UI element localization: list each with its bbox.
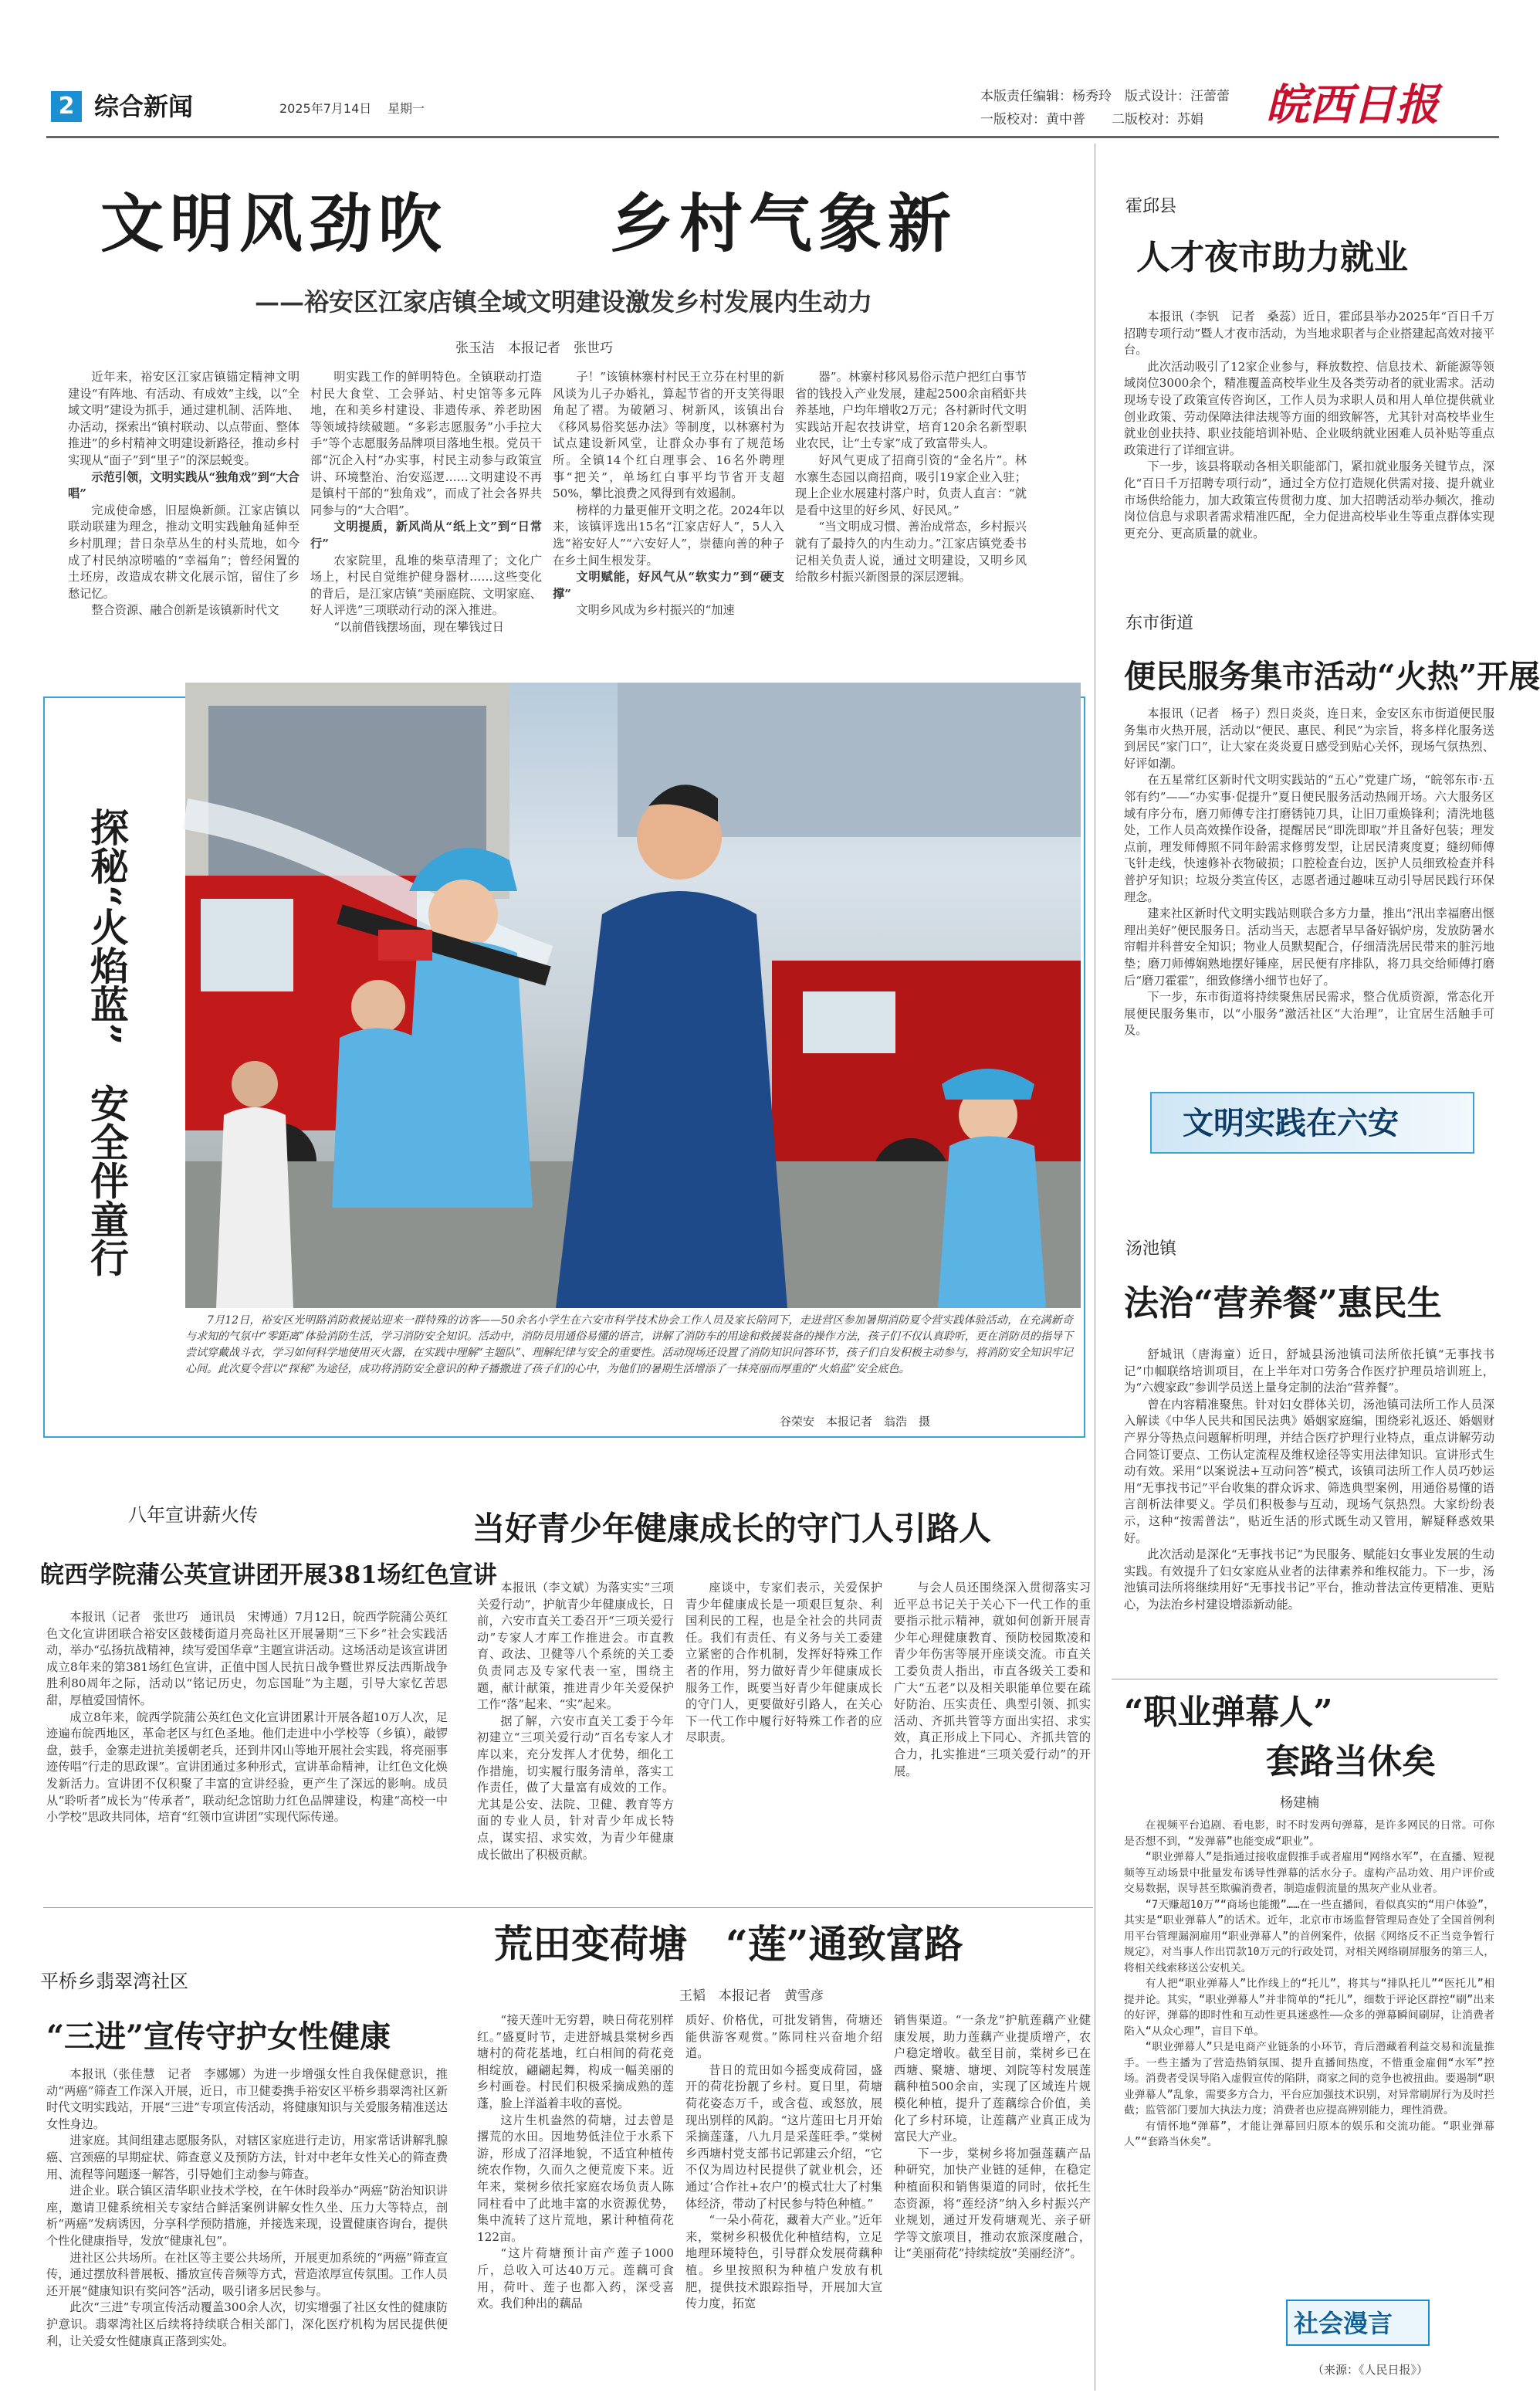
- paper-name-logo: 皖西日报: [1266, 80, 1439, 130]
- s4-title-b: 套路当休矣: [1266, 1742, 1436, 1781]
- s4-title-a: “职业弹幕人”: [1124, 1693, 1333, 1732]
- s3-kicker: 汤池镇: [1125, 1239, 1177, 1259]
- issue-date: 2025年7月14日: [279, 101, 372, 116]
- s4-source: （来源：《人民日报》）: [1312, 2363, 1429, 2377]
- lead-title-a: 文明风劲吹: [100, 187, 448, 261]
- s3-body: 舒城讯（唐海童）近日，舒城县汤池镇司法所依托镇“无事找书记”巾帼联络培训项目，在上半年对口劳务合作医疗护理员培训班上，为“六嫂家政”参训学员送上量身定制的法治“营养餐”。 曾在内容精准聚焦。针对妇女群体关切，汤池镇司法所工作人员深入解读《中华人民共和国民法典》婚姻家庭编，围绕彩礼返还、婚姻财产界分等热点问题解析明理，并结合医疗护理行业特点，重点讲解劳动合同签订要点、工伤认定流程及维权途径等实用法律知识。宣讲形式生动有效。采用“以案说法+互动问答”模式，该镇司法所工作人员巧妙运用“无事找书记”平台收集的群众诉求、筛选典型案例，用通俗易懂的语言剖析法律要义。学员们积极参与互动，现场气氛热烈。大家纷纷表示，这种“按需普法”，贴近生活的形式既生动又管用，解疑释惑效果好。 此次活动是深化“无事找书记”为民服务、赋能妇女事业发展的生动实践。有效提升了妇女家庭从业者的法律素养和维权能力。下一步，汤池镇司法所将继续用好“无事找书记”平台，推动普法宣传更精准、更贴心，为法治乡村建设增添新动能。: [1124, 1347, 1494, 1612]
- s6-col-1: 本报讯（李文斌）为落实实“三项关爱行动”，护航青少年健康成长，日前，六安市直关工委召开“三项关爱行动”专家人才库工作推进会。市直教育、政法、卫健等八个系统的关工委负责同志及专家代表一室，围绕主题，献计献策，推进青少年关爱保护工作“落”起来、“实”起来。 据了解，六安市直关工委于今年初建立“三项关爱行动”百名专家人才库以来，充分发挥人才优势，细化工作措施，切实履行服务清单，落实工作责任，做了大量富有成效的工作。尤其是公安、法院、卫健、教育等方面的专业人员，针对青少年成长特点，谋实招、求实效，为青少年健康成长做出了积极贡献。: [477, 1581, 674, 1862]
- s8-col-2: 质好、价格优，可批发销售，荷塘还能供游客观赏。”陈同柱兴奋地介绍道。 昔日的荒田如今摇变成荷园，盛开的荷花扮靓了乡村。夏日里，荷塘荷花姿态万千，或含苞、或怒放，展现出别样的风韵。“这片莲田七月开始采摘莲蓬，八九月是采莲旺季。”棠树乡西塘村党支部书记郭建云介绍，“它不仅为周边村民提供了就业机会，还通过‘合作社+农户’的模式壮大了村集体经济，带动了村民参与特色种植。” “一朵小荷花，藏着大产业。”近年来，棠树乡积极优化种植结构，立足地理环境特色，引导群众发展荷藕种植。乡里按照积为种植户发放有机肥，提供技术跟踪指导，开展加大宣传力度，拓宽: [685, 2013, 882, 2311]
- s5-kicker: 八年宣讲薪火传: [128, 1504, 258, 1526]
- s4-byline: 杨建楠: [1280, 1795, 1319, 1811]
- lead-col-4: 器”。林寨村移风易俗示范户把红白事节省的钱投入产业发展，建起2500余亩稻虾共养基地，户均年增收2万元；各村新时代文明实践站开起农技讲堂，培育120余名新型职业农民，让“土专家”成了致富带头人。 好风气更成了招商引资的“金名片”。林水寨生态园以商招商，吸引19家企业入驻；现上企业水展建村落户时，负责人直言：“就是看中这里的好乡风、好民风。” “当文明成习惯、善治成常态，乡村振兴就有了最持久的内生动力。”江家店镇党委书记相关负责人说，通过文明建设，又明乡风给散乡村振兴新图景的深层逻辑。: [795, 370, 1027, 585]
- s7-kicker: 平桥乡翡翠湾社区: [40, 1971, 188, 1992]
- cartoon-label-box: [1286, 2300, 1430, 2346]
- masthead-rule: [46, 136, 1499, 138]
- s6-title: 当好青少年健康成长的守门人引路人: [472, 1510, 992, 1547]
- lead-col-2: 明实践工作的鲜明特色。全镇联动打造村民大食堂、工会驿站、村史馆等多元阵地，在和美乡村建设、非遗传承、养老助困等领域持续破题。“多彩志愿服务”小手拉大手”等个志愿服务品牌项目落地生根。党员干部“沉企入村”办实事，村民主动参与政策宣讲、环境整治、治安巡逻……文明建设不再是镇村干部的“独角戏”，而成了社会各界共同参与的“大合唱”。 文明提质，新风尚从“纸上文”到“日常行” 农家院里，乱堆的柴草清理了；文化广场上，村民自觉维护健身器材……这些变化的背后，是江家店镇“美丽庭院、文明家庭、好人评选”三项联动行动的深入推进。 “以前借钱摆场面，现在攀钱过日: [310, 370, 542, 634]
- photo-story-vertical-title: 探秘“火焰蓝” 安全伴童行: [84, 808, 130, 1277]
- s1-body: 本报讯（李钒 记者 桑蕊）近日，霍邱县举办2025年“百日千万招聘专项行动”暨人才夜市活动，为当地求职者与企业搭建起高效对接平台。 此次活动吸引了12家企业参与，释放数控、信息技术、新能源等领域岗位3000余个，精准覆盖高校毕业生及各类劳动者的就业需求。活动现场专设了政策宣传咨询区，工作人员为求职人员和用人单位提供就业创业政策、劳动保障法律法规等方面的细致解答，尤其针对高校毕业生就业创业扶持、职业技能培训补贴、企业吸纳就业困难人员补贴等重点政策进行了详细宣讲。 下一步，该县将联动各相关职能部门，紧扣就业服务关键节点，深化“百日千万招聘专项行动”，通过全方位打造规化供需对接、提升就业市场供给能力，加大政策宣传贯彻力度、加大招聘活动举办频次，推动岗位信息与求职者需求精准匹配，全力促进高校毕业生等重点群体实现更充分、更高质量的就业。: [1124, 310, 1494, 541]
- s8-title: 荒田变荷塘 “莲”通致富路: [494, 1921, 963, 1967]
- s5-body: 本报讯（记者 张世巧 通讯员 宋博通）7月12日，皖西学院蒲公英红色文化宣讲团联合裕安区鼓楼街道月亮岛社区开展暑期“三下乡”社会实践活动，举办“弘扬抗战精神，续写爱国华章”主题宣讲活动。这场活动是该宣讲团成立8年来的第381场红色宣讲，正值中国人民抗日战争暨世界反法西斯战争胜利80周年之际，活动以“铭记历史，勿忘国耻”为主题，引导大家忆苦思甜，厚植爱国情怀。 成立8年来，皖西学院蒲公英红色文化宣讲团累计开展各超10万人次，足迹遍布皖西地区，革命老区与红色圣地。他们走进中小学校等（乡镇），敲锣盘，鼓手，金寨走进抗美援朝老兵，还到井冈山等地开展社会实践，将亮丽事迹传唱“行走的思政课”。宣讲团通过多种形式，宣讲革命精神，让红色文化焕发新活力。宣讲团不仅积聚了丰富的宣讲经验，更产生了深远的影响。成员从“聆听者”成长为“传承者”，联动纪念馆助力红色品牌建设，构建“高校一中小学校”思政共同体，培育“红领巾宣讲团”实现代际传递。: [46, 1610, 448, 1825]
- page-number-box: 2: [51, 91, 82, 122]
- photo-caption: 7月12日，裕安区光明路消防救援站迎来一群特殊的访客——50余名小学生在六安市科学技术协会工作人员及家长陪同下，走进营区参加暑期消防夏令营实践体验活动，在充满新奇与求知的气氛中“零距离”体验消防生活，学习消防安全知识。活动中，消防员用通俗易懂的语言，讲解了消防车的用途和救援装备的操作方法，孩子们不仅认真聆听，更在消防员的指导下尝试穿戴战斗衣，学习如何科学地使用灭火器，在实践中理解“主题队”、理解纪律与安全的重要性。活动现场还设置了消防知识问答环节，孩子们自发积极主动参与，将消防安全知识牢记心间。此次夏令营以“探秘”为途径，成功将消防安全意识的种子播撒进了孩子们的心中，为他们的暑期生活增添了一抹亮丽而厚重的“火焰蓝”安全底色。: [185, 1314, 1073, 1375]
- s8-col-1: “接天莲叶无穷碧，映日荷花别样红。”盛夏时节，走进舒城县棠树乡西塘村的荷花基地，红白相间的荷花竞相绽放，翩翩起舞，构成一幅美丽的乡村画卷。村民们积极采摘成熟的莲蓬，脸上洋溢着丰收的喜悦。 这片生机盎然的荷塘，过去曾是撂荒的水田。因地势低洼位于水系下游，形成了沼泽地貌，不适宜种植传统农作物，久而久之便荒废下来。近年来，棠树乡依托家庭农场负责人陈同柱看中了此地丰富的水资源优势，集中流转了这片荒地，累计种植荷花122亩。 “这片荷塘预计亩产莲子1000斤，总收入可达40万元。莲藕可食用，荷叶、莲子也都入药，深受喜欢。我们种出的藕品: [477, 2013, 674, 2311]
- wenming-banner: [1150, 1092, 1474, 1154]
- s8-byline: 王韬 本报记者 黄雪彦: [679, 1988, 824, 2004]
- s1-title: 人才夜市助力就业: [1136, 238, 1408, 277]
- lead-col-1: 近年来，裕安区江家店镇锚定精神文明建设“有阵地、有活动、有成效”主线，以“全域文明”建设为抓手，通过建机制、活阵地、办活动，探索出“镇村联动、以点带面、整体推进”的乡村精神文明建设新路径，推动乡村实现从“面子”到“里子”的深层蜕变。 示范引领，文明实践从“独角戏”到“大合唱” 完成使命感，旧屋焕新颜。江家店镇以联动联建为理念，推动文明实践触角延伸至乡村肌理；昔日杂草丛生的村头荒地，如今成了村民纳凉唠嗑的“幸福角”；曾经闲置的土坯房，改造成农耕文化展示馆，留住了乡愁记忆。 整合资源、融合创新是该镇新时代文: [68, 370, 300, 618]
- s1-kicker: 霍邱县: [1125, 197, 1177, 216]
- s2-body: 本报讯（记者 杨子）烈日炎炎，连日来，金安区东市街道便民服务集市火热开展，活动以“便民、惠民、利民”为宗旨，将多样化服务送到居民“家门口”，让大家在炎炎夏日感受到贴心关怀，现场气氛热烈、好评如潮。 在五星常红区新时代文明实践站的“五心”党建广场，“皖邻东市·五邻有约”——“办实事·促提升”夏日便民服务活动热闹开场。六大服务区域有序分布，磨刀师傅专注打磨锈钝刀具，让旧刀重焕锋利；清洗地毯处，工作人员高效操作设备，提醒居民“即洗即取”并且备好包装；理发点前，理发师傅照不同年龄需求修剪发型，让居民清爽度夏；缝纫师傅飞针走线，快速修补衣物破损；口腔检查台边，医护人员细致检查并科普护牙知识；垃圾分类宣传区，志愿者通过趣味互动引导居民践行环保理念。 建来社区新时代文明实践站则联合多方力量，推出“汛出幸福磨出惬 理出美好”便民服务日。活动当天，志愿者早早备好锅炉房，发放防暑水帘帽并科普安全知识；物业人员默契配合，仔细清洗居民带来的脏污地垫；磨刀师傅娴熟地摆好锤座，居民便有序排队，将刀具交给师傅打磨后“磨刀霍霍”，细致修缮小细节也好了。 下一步，东市街道将持续聚焦居民需求，整合优质资源，常态化开展便民服务集市，以“小服务”激活社区“大治理”，让宜居生活触手可及。: [1124, 707, 1507, 1038]
- lead-title-b: 乡村气象新: [610, 187, 958, 261]
- editor-credits-2: 一版校对：黄中普 二版校对：苏娟: [980, 112, 1203, 127]
- mid-row-rule: [43, 1907, 1093, 1908]
- s3-title: 法治“营养餐”惠民生: [1124, 1283, 1442, 1324]
- s6-col-3: 与会人员还围绕深入贯彻落实习近平总书记关于关心下一代工作的重要指示批示精神，就如何创新开展青少年心理健康教育、预防校园欺凌和青少年伤害等展开座谈交流。市直关工委负责人指出，市直各级关工委和广大“五老”以及相关职能单位要在疏好防治、压实责任、典型引领、抓实活动、齐抓共管等方面出实招、求实效，真正形成上下同心、齐抓共管的合力，扎实推进“三项关爱行动”的开展。: [894, 1581, 1091, 1778]
- s8-col-3: 销售渠道。“一条龙”护航莲藕产业健康发展，助力莲藕产业提质增产，农户稳定增收。截至目前，棠树乡已在西塘、聚塘、塘埂、刘院等村发展莲藕种植500余亩，实现了区域连片规模化种植，提升了莲藕综合价值，美化了乡村环境，让莲藕产业真正成为富民大产业。 下一步，棠树乡将加强莲藕产品种研究，加快产业链的延伸，在稳定种植面积和销售渠道的同时，依托生态资源，将“莲经济”纳入乡村振兴产业规划，通过开发荷塘观光、亲子研学等文旅项目，推动农旅深度融合，让“美丽荷花”持续绽放“美丽经济”。: [894, 2013, 1091, 2261]
- cartoon-label: 社会漫言: [1294, 2309, 1393, 2338]
- s4-body: 在视频平台追剧、看电影，时不时发两句弹幕，是许多网民的日常。可你是否想不到，“发弹幕”也能变成“职业”。 “职业弹幕人”是指通过接收虚假推手或者雇用“网络水军”，在直播、短视频等互动场景中批量发布诱导性弹幕的活水分子。虚构产品功效、用户评价或交易数据，误导甚至欺骗消费者，制造虚假流量的黑灰产业从业者。 “7天赚超10万”“商场也能搬”……在一些直播间，看似真实的“用户体验”，其实是“职业弹幕人”的话术。近年，北京市市场监督管理局查处了全国首例利用平台管理漏洞雇用“职业弹幕人”的首例案件，依据《网络反不正当竞争暂行规定》，对当事人作出罚款10万元的行政处罚，对相关网络刷屏服务的第三人，将相关线索移送公安机关。 有人把“职业弹幕人”比作线上的“托儿”，将其与“排队托儿”“医托儿”相提并论。其实，“职业弹幕人”并非简单的“托儿”，细数于评论区群控“刷”出来的好评，弹幕的即时性和互动性更具迷惑性——众多的弹幕瞬间刷屏，让消费者陷入“从众心理”，盲目下单。 “职业弹幕人”只是电商产业链条的小环节，背后潜藏着利益交易和流量推手。一些主播为了营造热销氛围、提升直播间热度，不惜重金雇佣“水军”控场。消费者受误导陷入虚假宣传的陷阱，商家之间的竞争也被扭曲。要遏制“职业弹幕人”乱象，需要多方合力，平台应加强技术识别，对异常刷屏行为及时拦截；监管部门要加大执法力度；消费者也应提高辨别能力，理性消费。 有情怀地“弹幕”，才能让弹幕回归原本的娱乐和交流功能。“职业弹幕人”“套路当休矣”。: [1124, 1819, 1494, 2148]
- photo-credit: 谷荣安 本报记者 翁浩 摄: [780, 1415, 931, 1429]
- s7-title: “三进”宣传守护女性健康: [46, 2018, 391, 2055]
- editor-credits-1: 本版责任编辑：杨秀玲 版式设计：汪蕾蕾: [980, 89, 1230, 104]
- s2-kicker: 东市街道: [1125, 614, 1194, 633]
- lead-subtitle: ——裕安区江家店镇全域文明建设激发乡村发展内生动力: [255, 287, 873, 317]
- lead-col-3: 子！”该镇林寨村村民王立芬在村里的新风谈为儿子办婚礼，算起节省的开支笑得眼角起了褶。为破陋习、树新风，该镇出台《移风易俗奖惩办法》等制度，以林寨村为试点建设新风堂，让群众办事有了规范场所。全镇14个红白理事会、16名外聘理事“把关”，单场红白事平均节省开支超50%，攀比浪费之风得到有效遏制。 榜样的力量更催开文明之花。2024年以来，该镇评选出15名“江家店好人”，5人入选“裕安好人”“六安好人”，崇德向善的种子在乡土间生根发芽。 文明赋能，好风气从“软实力”到“硬支撑” 文明乡风成为乡村振兴的“加速: [553, 370, 784, 618]
- s6-col-2: 座谈中，专家们表示，关爱保护青少年健康成长是一项艰巨复杂、利国利民的工程，也是全社会的共同责任。我们有责任、有义务与关工委建立紧密的合作机制，发挥好特殊工作者的作用，努力做好青少年健康成长服务工作，既要当好青少年健康成长的守门人，更要做好引路人，在关心下一代工作中履行好特殊工作者的应尽职责。: [685, 1581, 882, 1745]
- photo-illustration: [185, 683, 1081, 1308]
- wenming-banner-text: 文明实践在六安: [1183, 1105, 1399, 1141]
- lead-byline: 张玉洁 本报记者 张世巧: [455, 341, 613, 356]
- s2-title: 便民服务集市活动“火热”开展: [1124, 658, 1540, 695]
- fire-station-photo: [185, 683, 1081, 1308]
- section-name: 综合新闻: [94, 92, 194, 121]
- s5-title: 皖西学院蒲公英宣讲团开展381场红色宣讲: [40, 1561, 497, 1589]
- s7-body: 本报讯（张佳慧 记者 李娜娜）为进一步增强女性自我保健意识，推动“两癌”筛查工作深入开展，近日，市卫健委携手裕安区平桥乡翡翠湾社区新时代文明实践站，开展“三进”专项宣传活动，将健康知识与关爱服务精准送达女性身边。 进家庭。其间组建志愿服务队，对辖区家庭进行走访，用家常话讲解乳腺癌、宫颈癌的早期症状、筛查意义及预防方法，针对中老年女性关心的筛查费用、流程等问题逐一解答，引导她们主动参与筛查。 进企业。联合镇区清华职业技术学校，在午休时段举办“两癌”防治知识讲座，邀请卫健系统相关专家结合鲜活案例讲解女性久坐、压力大等特点，剖析“两癌”发病诱因，分享科学预防措施，并接选来现，设置健康咨询台，提供个性化健康指导，发放“健康礼包”。 进社区公共场所。在社区等主要公共场所，开展更加系统的“两癌”筛查宣传，通过摆放科普展板、播放宣传音频等方式，营造浓厚宣传氛围。工作人员还开展“健康知识有奖问答”活动，吸引诸多居民参与。 此次“三进”专项宣传活动覆盖300余人次，切实增强了社区女性的健康防护意识。翡翠湾社区后续将持续联合相关部门，深化医疗机构为居民提供便利，让关爱女性健康真正落到实处。: [46, 2067, 448, 2348]
- issue-weekday: 星期一: [388, 101, 425, 116]
